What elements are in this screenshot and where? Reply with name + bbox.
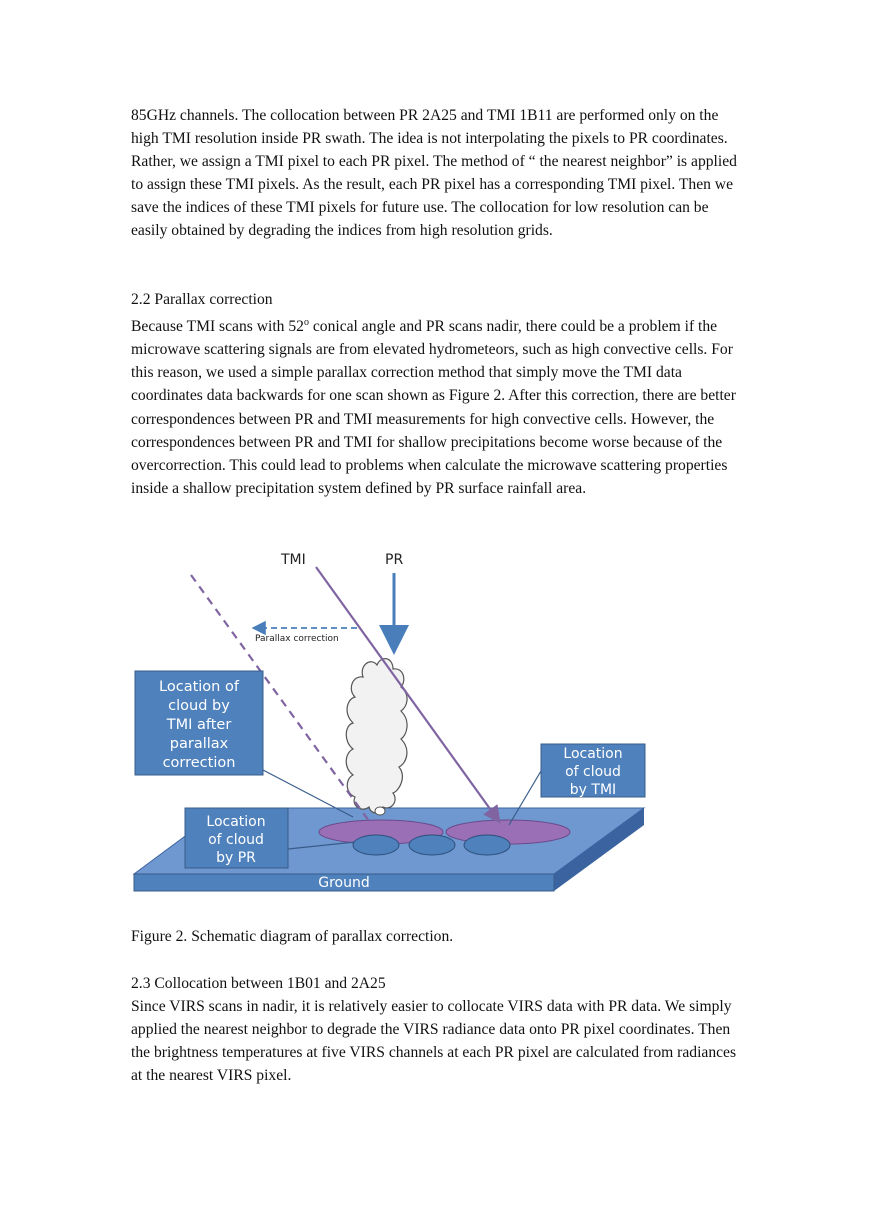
box-pr-location	[185, 808, 288, 868]
box-pr-line3: by PR	[216, 850, 256, 866]
parallax-correction-label: Parallax correction	[255, 634, 339, 644]
tmi-beam-original	[316, 567, 498, 820]
section-heading-parallax: 2.2 Parallax correction	[131, 291, 273, 308]
paragraph-virs-collocation: Since VIRS scans in nadir, it is relatively easier to collocate VIRS data with PR data. We simply applied the nearest neighbor to degrade the VIRS radiance data onto PR pixel coordinates. Then the brightness temperatures at five VIRS channels at each PR pixel are calculated from radiances at the nearest VIRS pixel.	[131, 998, 737, 1085]
box-tmi-line2: of cloud	[565, 764, 621, 780]
pr-footprint-1	[353, 835, 399, 855]
cloud-base	[375, 807, 385, 815]
paragraph-parallax	[131, 311, 746, 500]
paragraph-parallax-part1: Because TMI scans with 52	[131, 318, 304, 336]
section-heading-collocation-1b01: 2.3 Collocation between 1B01 and 2A25	[131, 975, 386, 992]
tmi-label: TMI	[281, 552, 306, 568]
pr-label: PR	[385, 552, 404, 568]
parallax-figure	[131, 545, 651, 895]
box-tmi-after-line1: Location of	[159, 679, 239, 695]
paragraph-collocation-high-res: 85GHz channels. The collocation between PR 2A25 and TMI 1B11 are performed only on the high TMI resolution inside PR swath. The idea is not interpolating the pixels to PR coordinates. Rather, we assign a TMI pixel to each PR pixel. The method of “ the nearest neighbor” is applied to assign these TMI pixels. As the result, each PR pixel has a corresponding TMI pixel. Then we save the indices of these TMI pixels for future use. The collocation for low resolution can be easily obtained by degrading the indices from high resolution grids.	[131, 107, 737, 240]
box-tmi-after-line2: cloud by	[168, 698, 230, 714]
paragraph-parallax-part2: conical angle and PR scans nadir, there could be a problem if the microwave scattering signals are from elevated hydrometeors, such as high convective cells. For this reason, we used a simple parallax correction method that simply move the TMI data coordinates data backwards for one scan shown as Figure 2. After this correction, there are better correspondences between PR and TMI measurements for high convective cells. However, the correspondences between PR and TMI for shallow precipitations become worse because of the overcorrection. This could lead to problems when calculate the microwave scattering properties inside a shallow precipitation system defined by PR surface rainfall area.	[131, 318, 736, 497]
box-pr-line1: Location	[206, 814, 266, 830]
box-tmi-line3: by TMI	[569, 782, 617, 798]
degree-superscript: o	[303, 317, 309, 328]
ground-label: Ground	[318, 875, 370, 891]
figure-caption: Figure 2. Schematic diagram of parallax correction.	[131, 928, 454, 945]
pr-footprint-2	[409, 835, 455, 855]
box-tmi-after-line4: parallax	[169, 736, 229, 752]
box-tmi-after-line5: correction	[162, 755, 236, 771]
box-tmi-line1: Location	[563, 746, 623, 762]
box-tmi-location	[541, 744, 645, 798]
box-pr-line2: of cloud	[208, 832, 264, 848]
box-tmi-after-correction	[135, 671, 263, 775]
pr-footprint-3	[464, 835, 510, 855]
box-tmi-after-line3: TMI after	[166, 717, 232, 733]
